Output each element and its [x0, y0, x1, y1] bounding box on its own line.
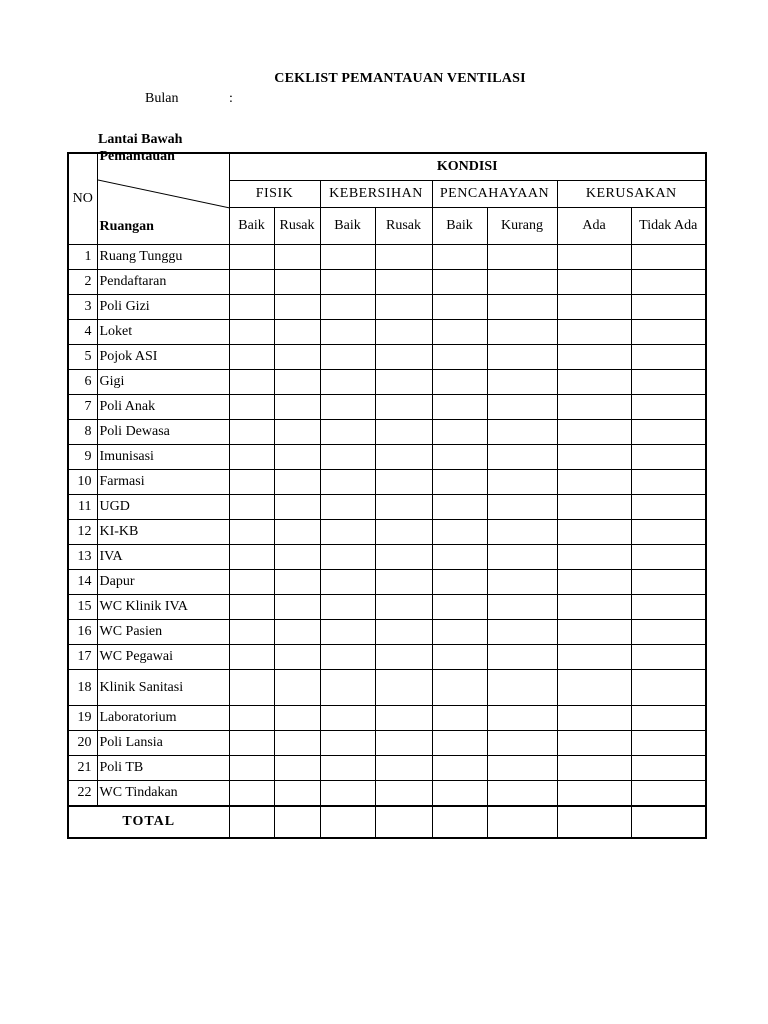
check-cell[interactable] [432, 595, 487, 620]
room-name: WC Pegawai [97, 645, 229, 670]
check-cell[interactable] [432, 570, 487, 595]
total-label: TOTAL [68, 806, 229, 838]
check-cell[interactable] [274, 345, 320, 370]
check-cell[interactable] [375, 295, 432, 320]
check-cell[interactable] [229, 270, 274, 295]
check-cell[interactable] [432, 445, 487, 470]
row-number: 16 [68, 620, 97, 645]
check-cell[interactable] [375, 420, 432, 445]
check-cell[interactable] [375, 706, 432, 731]
table-row [68, 545, 706, 570]
room-name: Poli TB [97, 756, 229, 781]
month-colon: : [229, 91, 233, 106]
check-cell[interactable] [432, 470, 487, 495]
check-cell[interactable] [375, 756, 432, 781]
no-column-header: NO [68, 153, 97, 245]
check-cell[interactable] [274, 420, 320, 445]
row-number: 15 [68, 595, 97, 620]
row-number: 2 [68, 270, 97, 295]
check-cell[interactable] [487, 520, 557, 545]
room-name: WC Klinik IVA [97, 595, 229, 620]
check-cell[interactable] [274, 731, 320, 756]
check-cell[interactable] [229, 545, 274, 570]
check-cell[interactable] [557, 495, 631, 520]
check-cell[interactable] [432, 495, 487, 520]
check-cell[interactable] [274, 520, 320, 545]
check-cell[interactable] [320, 670, 375, 706]
subheader: Baik [432, 208, 487, 245]
check-cell[interactable] [274, 445, 320, 470]
check-cell[interactable] [274, 570, 320, 595]
check-cell[interactable] [557, 570, 631, 595]
check-cell[interactable] [432, 706, 487, 731]
check-cell[interactable] [432, 320, 487, 345]
check-cell[interactable] [375, 470, 432, 495]
check-cell[interactable] [320, 520, 375, 545]
check-cell[interactable] [487, 345, 557, 370]
table-row [68, 731, 706, 756]
check-cell[interactable] [631, 620, 706, 645]
check-cell[interactable] [557, 270, 631, 295]
table-row [68, 595, 706, 620]
check-cell[interactable] [229, 595, 274, 620]
check-cell[interactable] [487, 320, 557, 345]
check-cell[interactable] [375, 345, 432, 370]
check-cell[interactable] [557, 345, 631, 370]
check-cell[interactable] [229, 520, 274, 545]
check-cell[interactable] [557, 245, 631, 270]
check-cell[interactable] [557, 645, 631, 670]
row-number: 22 [68, 781, 97, 807]
pemantauan-header: Pemantauan [99, 149, 175, 164]
check-cell[interactable] [274, 595, 320, 620]
row-number: 21 [68, 756, 97, 781]
check-cell[interactable] [274, 270, 320, 295]
check-cell[interactable] [631, 420, 706, 445]
check-cell[interactable] [320, 245, 375, 270]
subheader: Baik [320, 208, 375, 245]
check-cell[interactable] [487, 806, 557, 838]
table-row [68, 706, 706, 731]
table-row [68, 495, 706, 520]
check-cell[interactable] [487, 245, 557, 270]
check-cell[interactable] [274, 756, 320, 781]
check-cell[interactable] [320, 445, 375, 470]
check-cell[interactable] [274, 295, 320, 320]
check-cell[interactable] [229, 781, 274, 807]
check-cell[interactable] [229, 570, 274, 595]
table-row [68, 756, 706, 781]
subheader: Kurang [487, 208, 557, 245]
check-cell[interactable] [375, 395, 432, 420]
check-cell[interactable] [631, 570, 706, 595]
check-cell[interactable] [375, 595, 432, 620]
check-cell[interactable] [631, 731, 706, 756]
check-cell[interactable] [320, 320, 375, 345]
check-cell[interactable] [557, 520, 631, 545]
check-cell[interactable] [557, 620, 631, 645]
room-name: Pendaftaran [97, 270, 229, 295]
check-cell[interactable] [320, 806, 375, 838]
check-cell[interactable] [487, 545, 557, 570]
check-cell[interactable] [487, 470, 557, 495]
room-name: Farmasi [97, 470, 229, 495]
check-cell[interactable] [229, 731, 274, 756]
check-cell[interactable] [320, 420, 375, 445]
subheader: Rusak [375, 208, 432, 245]
table-row [68, 395, 706, 420]
check-cell[interactable] [375, 806, 432, 838]
check-cell[interactable] [229, 620, 274, 645]
check-cell[interactable] [320, 495, 375, 520]
check-cell[interactable] [229, 245, 274, 270]
room-name: Poli Gizi [97, 295, 229, 320]
check-cell[interactable] [274, 781, 320, 807]
table-row [68, 570, 706, 595]
check-cell[interactable] [229, 645, 274, 670]
check-cell[interactable] [274, 706, 320, 731]
check-cell[interactable] [229, 295, 274, 320]
room-name: Imunisasi [97, 445, 229, 470]
check-cell[interactable] [229, 445, 274, 470]
check-cell[interactable] [631, 245, 706, 270]
row-number: 5 [68, 345, 97, 370]
subheader: Baik [229, 208, 274, 245]
check-cell[interactable] [375, 781, 432, 807]
check-cell[interactable] [631, 345, 706, 370]
row-number: 19 [68, 706, 97, 731]
check-cell[interactable] [557, 370, 631, 395]
check-cell[interactable] [320, 545, 375, 570]
total-row [68, 806, 706, 838]
check-cell[interactable] [432, 731, 487, 756]
check-cell[interactable] [487, 756, 557, 781]
check-cell[interactable] [375, 320, 432, 345]
check-cell[interactable] [557, 781, 631, 807]
check-cell[interactable] [432, 756, 487, 781]
table-row [68, 520, 706, 545]
check-cell[interactable] [432, 545, 487, 570]
group-header-fisik: FISIK [229, 181, 320, 208]
table-row [68, 295, 706, 320]
check-cell[interactable] [631, 706, 706, 731]
check-cell[interactable] [487, 445, 557, 470]
check-cell[interactable] [375, 620, 432, 645]
row-number: 9 [68, 445, 97, 470]
check-cell[interactable] [320, 570, 375, 595]
check-cell[interactable] [375, 445, 432, 470]
check-cell[interactable] [631, 520, 706, 545]
check-cell[interactable] [320, 781, 375, 807]
room-name: KI-KB [97, 520, 229, 545]
check-cell[interactable] [320, 370, 375, 395]
check-cell[interactable] [557, 706, 631, 731]
check-cell[interactable] [320, 706, 375, 731]
check-cell[interactable] [631, 756, 706, 781]
table-row [68, 420, 706, 445]
check-cell[interactable] [274, 620, 320, 645]
table-row [68, 245, 706, 270]
row-number: 14 [68, 570, 97, 595]
check-cell[interactable] [487, 670, 557, 706]
group-header-kerusakan: KERUSAKAN [557, 181, 706, 208]
table-row [68, 445, 706, 470]
check-cell[interactable] [432, 806, 487, 838]
table-row [68, 470, 706, 495]
check-cell[interactable] [229, 420, 274, 445]
ruangan-header: Ruangan [99, 219, 154, 234]
room-name: Poli Dewasa [97, 420, 229, 445]
check-cell[interactable] [487, 645, 557, 670]
check-cell[interactable] [487, 295, 557, 320]
table-body [68, 245, 706, 807]
check-cell[interactable] [229, 470, 274, 495]
check-cell[interactable] [229, 670, 274, 706]
check-cell[interactable] [274, 470, 320, 495]
check-cell[interactable] [274, 370, 320, 395]
room-name: Laboratorium [97, 706, 229, 731]
room-name: Loket [97, 320, 229, 345]
check-cell[interactable] [274, 645, 320, 670]
table-row [68, 781, 706, 807]
check-cell[interactable] [432, 370, 487, 395]
group-header-pencahayaan: PENCAHAYAAN [432, 181, 557, 208]
room-name: Poli Anak [97, 395, 229, 420]
check-cell[interactable] [320, 345, 375, 370]
subheader: Tidak Ada [631, 208, 706, 245]
table-row [68, 645, 706, 670]
check-cell[interactable] [631, 320, 706, 345]
room-name: UGD [97, 495, 229, 520]
room-name: WC Tindakan [97, 781, 229, 807]
check-cell[interactable] [320, 731, 375, 756]
check-cell[interactable] [320, 395, 375, 420]
check-cell[interactable] [320, 595, 375, 620]
check-cell[interactable] [631, 445, 706, 470]
row-number: 20 [68, 731, 97, 756]
check-cell[interactable] [487, 595, 557, 620]
check-cell[interactable] [432, 520, 487, 545]
check-cell[interactable] [229, 756, 274, 781]
row-number: 4 [68, 320, 97, 345]
check-cell[interactable] [631, 395, 706, 420]
check-cell[interactable] [487, 370, 557, 395]
check-cell[interactable] [557, 295, 631, 320]
check-cell[interactable] [432, 395, 487, 420]
check-cell[interactable] [432, 270, 487, 295]
check-cell[interactable] [229, 806, 274, 838]
check-cell[interactable] [487, 731, 557, 756]
room-name: Ruang Tunggu [97, 245, 229, 270]
room-name: Klinik Sanitasi [97, 670, 229, 706]
check-cell[interactable] [229, 706, 274, 731]
row-number: 17 [68, 645, 97, 670]
check-cell[interactable] [487, 270, 557, 295]
check-cell[interactable] [432, 295, 487, 320]
check-cell[interactable] [375, 645, 432, 670]
check-cell[interactable] [557, 545, 631, 570]
check-cell[interactable] [631, 781, 706, 807]
page-title: CEKLIST PEMANTAUAN VENTILASI [274, 71, 526, 86]
floor-label: Lantai Bawah [98, 132, 183, 147]
row-number: 8 [68, 420, 97, 445]
table-row [68, 320, 706, 345]
check-cell[interactable] [375, 731, 432, 756]
check-cell[interactable] [631, 270, 706, 295]
check-cell[interactable] [631, 806, 706, 838]
check-cell[interactable] [432, 420, 487, 445]
check-cell[interactable] [274, 245, 320, 270]
check-cell[interactable] [487, 420, 557, 445]
check-cell[interactable] [557, 670, 631, 706]
check-cell[interactable] [274, 320, 320, 345]
check-cell[interactable] [631, 295, 706, 320]
check-cell[interactable] [274, 806, 320, 838]
row-number: 1 [68, 245, 97, 270]
check-cell[interactable] [274, 670, 320, 706]
check-cell[interactable] [631, 645, 706, 670]
check-cell[interactable] [557, 731, 631, 756]
row-number: 6 [68, 370, 97, 395]
check-cell[interactable] [274, 545, 320, 570]
check-cell[interactable] [557, 806, 631, 838]
month-label: Bulan [145, 91, 179, 106]
room-name: Gigi [97, 370, 229, 395]
row-number: 3 [68, 295, 97, 320]
table-row [68, 345, 706, 370]
check-cell[interactable] [432, 645, 487, 670]
check-cell[interactable] [320, 295, 375, 320]
kondisi-header: KONDISI [229, 153, 706, 181]
row-number: 18 [68, 670, 97, 706]
check-cell[interactable] [274, 495, 320, 520]
room-name: Pojok ASI [97, 345, 229, 370]
check-cell[interactable] [631, 545, 706, 570]
check-cell[interactable] [487, 620, 557, 645]
row-number: 10 [68, 470, 97, 495]
room-name: Dapur [97, 570, 229, 595]
check-cell[interactable] [320, 270, 375, 295]
check-cell[interactable] [229, 395, 274, 420]
check-cell[interactable] [557, 445, 631, 470]
check-cell[interactable] [375, 670, 432, 706]
check-cell[interactable] [631, 370, 706, 395]
check-cell[interactable] [229, 370, 274, 395]
check-cell[interactable] [432, 781, 487, 807]
row-number: 13 [68, 545, 97, 570]
check-cell[interactable] [557, 420, 631, 445]
table-row [68, 670, 706, 706]
check-cell[interactable] [432, 245, 487, 270]
room-name: WC Pasien [97, 620, 229, 645]
check-cell[interactable] [274, 395, 320, 420]
row-number: 11 [68, 495, 97, 520]
check-cell[interactable] [487, 495, 557, 520]
check-cell[interactable] [320, 470, 375, 495]
check-cell[interactable] [229, 495, 274, 520]
check-cell[interactable] [432, 670, 487, 706]
group-header-kebersihan: KEBERSIHAN [320, 181, 432, 208]
check-cell[interactable] [631, 495, 706, 520]
check-cell[interactable] [557, 395, 631, 420]
check-cell[interactable] [557, 595, 631, 620]
subheader: Ada [557, 208, 631, 245]
table-row [68, 270, 706, 295]
row-number: 7 [68, 395, 97, 420]
check-cell[interactable] [375, 495, 432, 520]
check-cell[interactable] [487, 570, 557, 595]
check-cell[interactable] [320, 620, 375, 645]
table-row [68, 370, 706, 395]
check-cell[interactable] [320, 756, 375, 781]
pemantauan-ruangan-header [97, 149, 229, 245]
check-cell[interactable] [557, 756, 631, 781]
check-cell[interactable] [375, 270, 432, 295]
check-cell[interactable] [557, 470, 631, 495]
check-cell[interactable] [487, 395, 557, 420]
room-name: Poli Lansia [97, 731, 229, 756]
check-cell[interactable] [229, 320, 274, 345]
table-row [68, 620, 706, 645]
check-cell[interactable] [320, 645, 375, 670]
room-name: IVA [97, 545, 229, 570]
check-cell[interactable] [432, 620, 487, 645]
check-cell[interactable] [557, 320, 631, 345]
checklist-table [67, 149, 707, 839]
check-cell[interactable] [631, 470, 706, 495]
check-cell[interactable] [229, 345, 274, 370]
check-cell[interactable] [487, 781, 557, 807]
check-cell[interactable] [375, 520, 432, 545]
check-cell[interactable] [631, 595, 706, 620]
check-cell[interactable] [375, 370, 432, 395]
check-cell[interactable] [375, 570, 432, 595]
check-cell[interactable] [375, 245, 432, 270]
check-cell[interactable] [375, 545, 432, 570]
check-cell[interactable] [487, 706, 557, 731]
check-cell[interactable] [631, 670, 706, 706]
check-cell[interactable] [432, 345, 487, 370]
row-number: 12 [68, 520, 97, 545]
subheader: Rusak [274, 208, 320, 245]
